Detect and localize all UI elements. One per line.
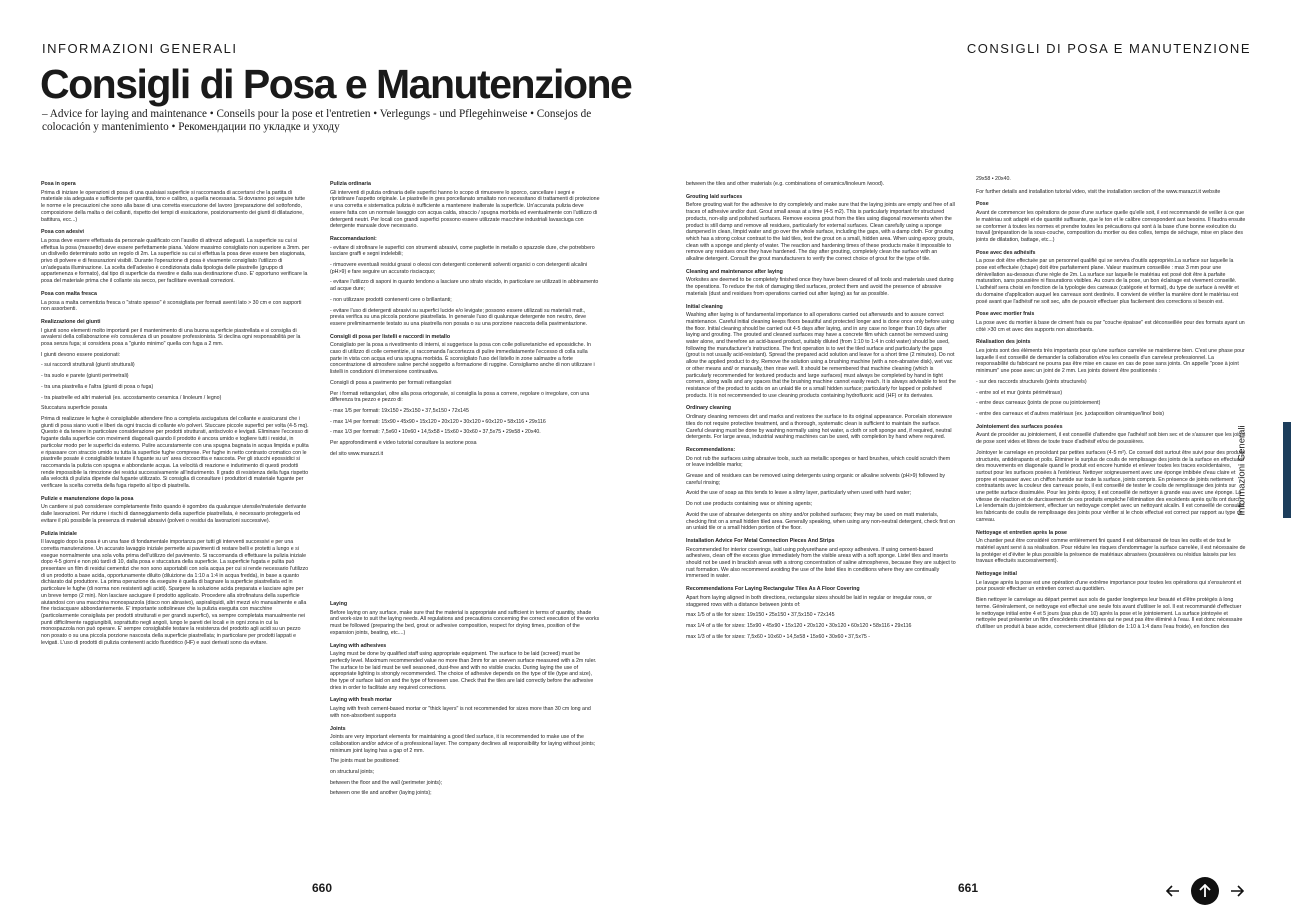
text-block	[686, 447, 956, 532]
text-block	[976, 311, 1246, 333]
text-block	[330, 181, 600, 230]
text-block	[330, 334, 600, 458]
paragraph: Le lavage après la pose est une opération d'une extrême importance pour toutes les opérations qui s'ensuivront et pour pouvoir effectuer un entretien correct au quotidien.	[976, 579, 1242, 593]
paragraph: - evitare l'utilizzo di saponi in quanto tendono a lasciare uno strato viscido, in particolare se utilizzati in abbinamento ad acque dure;	[330, 279, 599, 293]
paragraph: Laying with fresh cement-based mortar or "thick layers" is not recommended for sizes more than 30 cm long and with non-absorbent supports	[330, 706, 591, 719]
paragraph: Il lavaggio dopo la posa è un una fase di fondamentale importanza per tutti gli interventi successivi e per una corretta manutenzione. Un accurato lavaggio iniziale permette ai pavimenti di restare belli e protetti a lungo e si esegue normalmente una sola volta prima dell'utilizzo del pavimento. Si raccomanda di effettuare la pulizia iniziale dopo 4-5 giorni e non più tardi di 10, dalla posa e stuccatura della superficie. La superficie fugata e pulita può presentare un film di residui cementizi che non sono asportabili con sola acqua per cui si rende necessario l'utilizzo di un prodotto a base acida, opportunamente diluito (diluizione da 1:10 a 1:4 in acqua fredda), in base a quanto dichiarato dal produttore. La prima operazione da eseguire è quella di bagnare la superficie piastrellata ed in particolare le fughe (di norma non resistenti agli acidi). Spargere la soluzione acida preparata e lasciare agire per un breve tempo (2 min). Non lasciare asciugare il prodotto applicato. Procedere alla strofinatura della superficie aiutandosi con una macchina monospazzola (disco non abrasivo), aspiraliquidi, altri mezzi e/o manualmente e alla fine risciacquare abbondantemente. E' importante sottolineare che la pulizia eseguita con macchine (particolarmente consigliata per prodotti strutturati e per grandi superfici), va sempre completata manualmente nei punti difficilmente raggiungibili, soprattutto negli angoli, lungo le pareti dei locali e in ogni zona in cui la monospazzola non può operare. E' sempre consigliabile testare la resistenza del prodotto agli acidi su un pezzo non posato o su una piccola porzione nascosta della superficie piastrellata; in particolare per prodotti lappati e levigati. L'uso di prodotti di pulizia contenenti acido fluoridrico (HF) e suoi derivati sono da evitare.	[41, 539, 309, 646]
text-block	[686, 405, 956, 441]
text-block	[330, 236, 600, 328]
paragraph: Do not use products containing wax or shining agents;	[686, 501, 813, 508]
text-block	[330, 643, 600, 692]
text-block	[976, 571, 1246, 631]
text-block	[976, 189, 1246, 196]
text-block	[976, 201, 1246, 243]
section-heading: Realizzazione dei giunti	[41, 318, 101, 325]
paragraph: - evitare l'uso di detergenti abrasivi su superfici lucide e/o levigate; possono essere utilizzati su materiali matt., previa verifica su una piccola porzione piastrellata. In generale l'uso di qualunque detergente non neutro, deve essere preliminarmente testato su una piastrella non posata o su una porzione nascosta della pavimentazione.	[330, 307, 588, 327]
section-heading: Posa in opera	[41, 181, 76, 187]
paragraph: between the tiles and other materials (e.g. combinations of ceramics/linoleum /wood).	[686, 181, 885, 187]
paragraph: Prima di iniziare le operazioni di posa di una qualsiasi superficie si raccomanda di accertarsi che la partita di materiale sia adeguata e sufficiente per quantità, tono e calibro, a quella necessaria. Si dovranno poi seguire tutte le norme e le precauzioni che sono alla base di una corretta esecuzione del lavoro (preparazione del sottofondo, composizione della malta o dei collanti, rispetto dei tempi di essicazione, posizionamento dei giunti di dilatazione, battitura, ecc...)	[41, 189, 306, 223]
paragraph: Ordinary cleaning removes dirt and marks and restores the surface to its original appearance. Porcelain stoneware tiles do not require protective treatment, and a thorough, systematic clean is sufficient to maintain the surface. Careful cleaning must be done by washing normally using hot water, a cloth or soft sponge and, if required, neutral detergents. For large areas, industrial washing machines can be used, with completion by hand where required.	[686, 414, 953, 441]
paragraph: 29x58 • 20x40.	[976, 176, 1011, 182]
paragraph: Per i formati rettangolari, oltre alla posa ortogonale, si consiglia la posa a correre, regolare o irregolare, con una differenza tra pezzo e pezzo di:	[330, 390, 590, 404]
section-heading: Réalisation des joints	[976, 339, 1031, 346]
text-column-english-2	[686, 181, 956, 886]
paragraph: on structural joints;	[330, 769, 375, 776]
text-block	[41, 291, 310, 313]
paragraph: max 1/5 of a tile for sizes: 19x150 • 25x150 • 37,5x150 • 72x145	[686, 612, 835, 619]
paragraph: La pose doit être effectuée par un personnel qualifié qui se servira d'outils appropriés.La surface sur laquelle la pose est effectuée (chape) doit être parfaitement plane. Valeur maximum conseillée : max 3 mm pour une dénivellation au-dessous d'une règle de 2m. La surface sur laquelle le matériau est posé doit être à parfaite maturation, sans poussière ni fissurations visibles. Au cours de la pose, un bon éclairage est vivement conseillé. L'adhésif sera choisi en fonction de la typologie des carreaux (catégorie et format), du type de surface à revêtir et du domaine d'application auquel les carreaux sont destinés. Il convient de vérifier la manière dont le matériau est posé avant que l'adhésif ne soit sec, afin de pouvoir effectuer plus facilement des corrections si besoin est.	[976, 258, 1239, 305]
section-heading: Ordinary cleaning	[686, 405, 732, 412]
section-heading: Nettoyage et entretien après la pose	[976, 529, 1067, 536]
section-heading: Pulizia ordinaria	[330, 181, 371, 187]
paragraph: - entre deux carreaux (joints de pose ou jointoiement)	[976, 400, 1101, 407]
section-label-right: CONSIGLI DI POSA E MANUTENZIONE	[966, 41, 1251, 56]
text-block	[976, 250, 1246, 306]
paragraph: Avoid the use of soap as this tends to leave a slimy layer, particularly when used with hard water;	[686, 490, 912, 497]
text-column-english	[330, 601, 600, 891]
text-block	[41, 181, 310, 223]
section-heading: Laying	[330, 601, 348, 607]
paragraph: - evitare di strofinare le superfici con strumenti abrasivi, come pagliette in metallo o spazzole dure, che potrebbero lasciare graffi e segni indelebili;	[330, 244, 595, 258]
paragraph: Grease and oil residues can be removed using detergents using organic or alkaline solvents (pH>9) followed by careful rinsing;	[686, 473, 946, 486]
side-tab-marker[interactable]	[1283, 422, 1291, 518]
paragraph: - non utilizzare prodotti contenenti cere o brillantanti;	[330, 296, 452, 303]
text-block	[686, 586, 956, 640]
paragraph: - max 1/4 per formati: 15x90 • 45x90 • 15x120 • 20x120 • 30x120 • 60x120 • 58x116 • 29x116	[330, 418, 546, 425]
text-block	[976, 424, 1246, 524]
text-block	[41, 229, 310, 285]
side-tab-label[interactable]	[1232, 422, 1252, 518]
paragraph: I giunti sono elementi molto importanti per il mantenimento di una buona superficie piastrellata e si consiglia di avvalersi della collaborazione e/o consulenza di un posatore professionista. Si declina ogni responsabilità per la posa senza fuga; si considera posa a "giunto minimo" quella con fuga a 2 mm.	[41, 327, 301, 348]
paragraph: For further details and installation tutorial video, visit the installation section of the www.marazzi.it website	[976, 188, 1221, 195]
text-block	[976, 339, 1246, 417]
paragraph: - sur des raccords structurels (joints structurels)	[976, 378, 1087, 385]
text-block	[686, 304, 956, 400]
arrow-left-icon	[1166, 885, 1180, 897]
paragraph: between one tile and another (laying joints);	[330, 790, 432, 797]
arrow-up-icon	[1199, 884, 1211, 898]
section-heading: Pose	[976, 201, 989, 208]
section-heading: Cleaning and maintenance after laying	[686, 268, 783, 275]
section-heading: Pose avec mortier frais	[976, 311, 1035, 318]
paragraph: I giunti devono essere posizionati:	[41, 351, 121, 358]
section-heading: Laying with fresh mortar	[330, 697, 392, 704]
section-heading: Grouting laid surfaces	[686, 193, 743, 200]
paragraph: Before laying on any surface, make sure that the material is appropriate and sufficient in terms of quantity, shade and work-size to suit the laying needs. All regulations and precautions concerning the correct execution of the works must be followed (preparing the bed, grout or adhesive composition, respect for drying times, position of the expansion joints, beating, etc....)	[330, 609, 600, 636]
section-heading: Installation Advice For Metal Connection Pieces And Strips	[686, 537, 835, 544]
paragraph: Stuccatura superficie posata	[41, 405, 108, 412]
section-heading: Pulizia iniziale	[41, 530, 77, 537]
section-heading: Joints	[330, 725, 346, 732]
paragraph: Un cantiere si può considerare completamente finito quando è sgombro da qualunque utensile/materiale derivante dalle lavorazioni. Per ridurre i rischi di danneggiamento della superficie piastrellata, è necessario proteggerla ed evitare il più possibile la presenza di materiali abrasivi (polveri o residui da lavorazioni successive).	[41, 504, 307, 524]
text-block	[330, 726, 600, 798]
text-block	[976, 530, 1246, 566]
text-block	[686, 194, 956, 263]
page-number-right: 661	[958, 881, 979, 895]
section-heading: Nettoyage initial	[976, 571, 1017, 578]
section-label-left: INFORMAZIONI GENERALI	[42, 41, 238, 56]
paragraph: Bien nettoyer le carrelage au départ permet aux sols de garder longtemps leur beauté et d'être protégés à long terme. Généralement, ce nettoyage est effectué une seule fois avant d'utiliser le sol. Il est recommandé d'effectuer le nettoyage initial entre 4 et 5 jours (pas plus de 10) après la pose et le jointoiement. La surface jointoyée et nettoyée peut présenter un film d'excédents cimentaires qui ne peut pas être éliminé à l'eau. Il est donc nécessaire d'utiliser un produit à base acide, correctement dilué (dilution de 1:10 à 1:4 dans l'eau froide), en fonction des	[976, 597, 1243, 630]
arrow-right-icon	[1230, 885, 1244, 897]
paragraph: Laying must be done by qualified staff using appropriate equipment. The surface to be laid (screed) must be perfectly level. Maximum recommended value no more than 3mm for an uneven surface measured with a 2m ruler. The surface to be laid must be well seasoned, dust-free and with no visible cracks. During laying the use of appropriate lighting is strongly recommended. The choice of adhesive depends on the type of tile (type and size), the type of surface laid on and the type of foreseen use. Check that the tiles are laid correctly before the adhesive dries in order to facilitate any required corrections.	[330, 651, 597, 691]
paragraph: Apart from laying aligned in both directions, rectangular sizes should be laid in regular or irregular rows, or staggered rows with a distance between joints of:	[686, 594, 932, 608]
paragraph: - entre des carreaux et d'autres matériaux (ex. juxtaposition céramique/lino/ bois)	[976, 410, 1165, 417]
section-heading: Laying with adhesives	[330, 642, 387, 649]
next-page-button[interactable]	[1224, 877, 1250, 905]
paragraph: La posa a malta cementizia fresca o "strato spesso" è sconsigliata per formati aventi lato > 30 cm e con supporti non assorbenti.	[41, 299, 302, 313]
text-block	[976, 176, 1246, 183]
paragraph: between the floor and the wall (perimeter joints);	[330, 779, 443, 786]
paragraph: Washing after laying is of fundamental importance to all operations carried out afterwards and to assure correct maintenance. Careful initial cleaning keeps floors beautiful and protected longer and is done once only before using the floor. Initial cleaning should be carried out 4-5 days after laying, and in any case no longer than 10 days after laying and grouting. The grouted and cleaned surfaces may have a concrete film which cannot be removed using water alone, and therefore an acid-based product, suitably diluted (from 1:10 to 1:4 in cold water) should be used, following the manufacturer's instructions. The first operation is to wet the tiled surface and particularly the gaps (grout is not usually acid-resistant). Spread the prepared acid solution and leave for a short time (2 minutes). Do not allow the applied product to dry. Remove the solution using a brushing machine (with a non-abrasive disk), wet vac or other means and/ or manually, then rinse well. It should be remembered that machine cleaning (which is particularly recommended for textured products and large surfaces) must always be completed by hand in tight corners, along walls and any spaces that the brushing machine cannot easily reach. It is always advisable to test the resistance of the product to acids on an unlaid tile or a small hidden surface; particularly for lapped or polished products. It is not recommended to use cleaning products containing hydrofluoric acid (HF) or its derivates.	[686, 312, 956, 399]
paragraph: Per approfondimenti e video tutorial consultare la sezione posa	[330, 440, 477, 447]
text-column-italian	[41, 181, 310, 886]
paragraph: - tra suolo e parete (giunti perimetrali)	[41, 373, 129, 380]
text-block	[41, 319, 310, 490]
text-block	[686, 181, 956, 188]
paragraph: Prima di realizzare le fughe è consigliabile attendere fino a completa asciugatura del collante e assicurarsi che i giunti di posa siano vuoti e liberi da ogni traccia di collante e/o polveri. Stuccare piccole superfici per volta (4-5 mq). Questo è da tenere in particolare considerazione per prodotti strutturati, antiscivolo e levigati. Eliminare l'eccesso di fugante dalla superficie con movimenti diagonali quando il prodotto è ancora umido e togliere tutti i residui, in particolar modo per le superfici da esterno. Pulire accuratamente con una spugna bagnata in acqua limpida e pulita e ripassare con straccio umido su tutta la superficie fughe comprese. Per fughe in netto contrasto cromatico con le piastrelle posate è consigliabile testare il fugante su un' area circoscritta e nascosta. Per gli stucchi epossidici si raccomanda la pulizia con spugna e abbondante acqua. La velocità di reazione e indurimento di questi prodotti rende impossibile la rimozione dei residui successivamente all'indurimento. Il grado di resistenza della fuga rispetto alla velocità di pulizia dipende dal fugante utilizzato. Si consiglia di consultare i produttori di materiale fugante per verificare la scelta corretta della fuga rispetto al tipo di piastrella.	[41, 415, 309, 490]
paragraph: Consigliato per la posa a rivestimento di interni, si suggerisce la posa con colle poliuretaniche ed epossidiche. In caso di utilizzo di colle cementizie, si raccomanda l'accortezza di pulire immediatamente l'eccesso di colla sulla parte in vista con acqua ed una spugna morbida. È sconsigliato l'uso del listello in zone salmastre a forte concentrazione di atmosfere saline perché soggetto a formazione di ruggine. Consigliamo anche di non utilizzare i listelli in condizioni di immersione continuativa.	[330, 342, 595, 376]
paragraph: - max 1/5 per formati: 19x150 • 25x150 • 37,5x150 • 72x145	[330, 407, 469, 414]
section-heading: Raccomandazioni:	[330, 235, 377, 242]
paragraph: Joints are very important elements for maintaining a good tiled surface, it is recommended to make use of the collaboration and/or advice of a professional layer. The company declines all responsibility for laying without joints; minimum joint laying has a gap of 2 mm.	[330, 734, 596, 754]
previous-page-button[interactable]	[1160, 877, 1186, 905]
section-heading: Consigli di posa per listelli e raccordi in metallo	[330, 333, 451, 340]
paragraph: Un chantier peut être considéré comme entièrement fini quand il est débarrassé de tous les outils et de tout le matériel ayant servi à sa réalisation. Pour réduire les risques d'endommager la surface carrelée, il est nécessaire de la protéger et d'éviter le plus possible la présence de matériaux abrasives (poussières ou résidus laissés par les travaux effectués successivement).	[976, 538, 1246, 565]
paragraph: del sito www.marazzi.it	[330, 450, 384, 457]
paragraph: - entre sol et mur (joints périmétraux)	[976, 389, 1063, 396]
section-heading: Posa con malta fresca	[41, 290, 97, 297]
paragraph: max 1/3 of a tile for sizes: 7,5x60 • 10x60 • 14,5x58 • 15x60 • 30x60 • 37,5x75 -	[686, 633, 871, 640]
paragraph: Worksites are deemed to be completely finished once they have been cleared of all tools and materials used during the operations. To reduce the risk of damaging tiled surfaces, protect them and avoid the presence of abrasive materials (dust and residues from operations carried out after laying) as far as possible.	[686, 277, 954, 297]
section-heading: Posa con adesivi	[41, 229, 84, 236]
paragraph: - sui raccordi strutturali (giunti strutturali)	[41, 362, 135, 369]
text-column-french	[976, 176, 1246, 886]
paragraph: Avoid the use of abrasive detergents on shiny and/or polished surfaces; they may be used on matt materials, checking first on a small hidden tiled area. Generally speaking, when using any non-neutral detergent, check first on an unlaid tile or a small hidden portion of the floor.	[686, 511, 956, 532]
text-block	[686, 538, 956, 580]
paragraph: La pose avec du mortier à base de ciment frais ou par "couche épaisse" est déconseillée pour des formats ayant un côté >30 cm et avec des supports non absorbants.	[976, 319, 1245, 333]
paragraph: - rimuovere eventuali residui grassi o oleosi con detergenti contenenti solventi organici o con detergenti alcalini (pH>9) e fare seguire un accurato risciacquo;	[330, 262, 588, 275]
section-heading: Pulizie e manutenzione dopo la posa	[41, 495, 134, 502]
text-block	[686, 269, 956, 298]
paragraph: The joints must be positioned:	[330, 758, 400, 765]
paragraph: Recommended for interior coverings, laid using polyurethane and epoxy adhesives. If using cement-based adhesives, clean off the excess glue immediately from the visible areas with a soft sponge. Listel tiles and inserts should not be used in brackish areas with a strong concentration of saline atmospheres, because they are subject to rust formation. We also recommend avoiding the use of the listel tiles in conditions where they are continually immersed in water.	[686, 546, 956, 580]
paragraph: Avant de commencer les opérations de pose d'une surface quelle qu'elle soit, il est recommandé de veiller à ce que le matériau soit adapté et de quantité suffisante, que le ton et le calibre correspondent aux besoins. Il faudra ensuite se conformer à toutes les normes et prendre toutes les précautions qui sont à la base d'une bonne exécution du travail (préparation de la sous-couche, composition du mortier ou des colles, temps de séchage, mise en place des joints de dilatation, battage, etc...)	[976, 210, 1246, 243]
paragraph: Do not rub the surfaces using abrasive tools, such as metallic sponges or hard brushes, which could scratch them or leave indelible marks;	[686, 455, 951, 469]
paragraph: Les joints sont des éléments très importants pour qu'une surface carrelée se maintienne bien. C'est une phase pour laquelle il est conseillé de demander la collaboration et/ou les conseils d'un carreleur professionnel. La responsabilité du fabricant ne pourra pas être mise en cause en cas de pose sans joints. On appelle "pose à joint minimum" une pose avec un joint de 2 mm. Les joints doivent être positionnés :	[976, 348, 1245, 375]
section-heading: Initial cleaning	[686, 303, 723, 310]
section-heading: Jointoiement des surfaces posées	[976, 423, 1063, 430]
paragraph: max 1/4 of a tile for sizes: 15x90 • 45x90 • 15x120 • 20x120 • 30x120 • 60x120 • 58x116 • 29x116	[686, 622, 912, 629]
section-heading: Pose avec des adhésifs	[976, 249, 1036, 256]
section-heading: Recommendations:	[686, 446, 736, 453]
back-to-top-button[interactable]	[1191, 877, 1219, 905]
page-title: Consigli di Posa e Manutenzione	[40, 61, 632, 107]
side-tab-text: Informazioni Generali	[1236, 424, 1248, 516]
text-block	[330, 697, 600, 719]
paragraph: La posa deve essere effettuata da personale qualificato con l'ausilio di attrezzi adeguati. La superficie su cui si effettua la posa (massetto) deve essere perfettamente piana. Valore massimo consigliato non superiore a 3mm. per un dislivello determinato sotto un regolo di 2m. La superficie su cui si effettua la posa deve essere ben stagionata, privo di polvere e di fessurazioni visibili. Durante l'operazione di posa è vivamente consigliato l'utilizzo di un'adeguata illuminazione. La scelta dell'adesivo è condizionata dalla tipologia delle piastrelle (gruppo di appartenenza e formato), dal tipo di superficie da rivestire e dalla sua destinazione d'uso. E' opportuno verificare la posa del materiale prima che il collante sia secco, per facilitare eventuali correzioni.	[41, 237, 310, 285]
paragraph: - tra piastrelle ed altri materiali (es. accostamento ceramica / linoleum / legno)	[41, 394, 222, 401]
paragraph: Avant de procéder au jointoiement, il est conseillé d'attendre que l'adhésif soit bien sec et de s'assurer que les joints de pose sont vides et libres de toute trace d'adhésif et/ou de poussières.	[976, 432, 1246, 446]
page-number-left: 660	[312, 881, 333, 895]
paragraph: - max 1/3 per formati: 7,5x60 • 10x60 • 14,5x58 • 15x60 • 30x60 • 37,5x75 • 29x58 • 20x40.	[330, 429, 541, 436]
paragraph: Jointoyer le carrelage en procédant par petites surfaces (4-5 m²). Ce conseil doit surtout être suivi pour des produits structurés, antidérapants et polis. Éliminer le surplus de coulis de remplissage des joints de la surface en effectuant des mouvements en diagonale quand le produit est encore humide et enlever toutes les traces excédentaires, surtout pour les surfaces posées à l'extérieur. Nettoyer soigneusement avec une éponge imbibée d'eau claire et propre et repasser avec un chiffon humide sur toute la surface, joints compris. En présence de joints nettement contrastants avec la couleur des carreaux posés, il est conseillé de tester le coulis de remplissage des joints sur une petite surface dissimulée. Pour les joints époxy, il est conseillé de nettoyer à grande eau avec une éponge. La vitesse de réaction et de durcissement de ces produits empêche l'élimination des excédents après qu'ils ont durci. Le lendemain du jointoiement, effectuer un nettoyage complet avec un nettoyant alcalin. Il est conseillé de consulter les fabricants de coulis de remplissage des joints pour vérifier si le choix effectué est correct par rapport au type de carreau.	[976, 449, 1246, 523]
paragraph: Consigli di posa a pavimento per formati rettangolari	[330, 379, 452, 386]
page-subtitle: – Advice for laying and maintenance • Conseils pour la pose et l'entretien • Verlegungs - und Pflegehinweise • Consejos de colocación y mantenimiento • Рекомендации по укладке и уходу	[42, 108, 592, 133]
text-block	[41, 496, 310, 525]
paragraph: Before grouting wait for the adhesive to dry completely and make sure that the laying joints are empty and free of all traces of adhesive and/or dust. Grout small areas at a time (4-5 m2). This is particularly important for structured products, non-slip and polished surfaces. Remove excess grout from the tiles using diagonal movements when the product is still damp and remove all residues, particularly for external surfaces. Clean carefully using a sponge dampened in clean, limpid water and go over the whole surface, including the gaps, with a damp cloth. For grouting which has a strong colour contrast to the laid tiles, test the grout on a small, hidden area. When using epoxy grouts, clean with a sponge and plenty of water. The reaction and hardening times of these products make it impossible to remove any residues once they have hardened. The day after grouting, completely clean the surface with an alkaline detergent. Consult the grout manufacturers to verify the correct choice of grout for the type of tile.	[686, 202, 955, 263]
section-heading: Recommendations For Laying Rectangular Tiles As A Floor Covering	[686, 586, 860, 593]
text-block	[41, 531, 310, 647]
paragraph: - tra una piastrella e l'altra (giunti di posa o fuga)	[41, 383, 154, 390]
text-block	[330, 601, 600, 637]
paragraph: Gli interventi di pulizia ordinaria delle superfici hanno lo scopo di rimuovere lo sporco, cancellare i segni e ripristinare l'aspetto originale. Le piastrelle in gres porcellanato smaltato non necessitano di trattamenti di protezione e una corretta e sistematica pulizia è sufficiente a mantenere inalterate la superficie. Un'accurata pulizia deve essere fatta con un normale lavaggio con acqua calda, straccio / spugna morbida ed eventualmente con l'utilizzo di detergenti neutri. Per locali con grandi superfici possono essere utilizzate macchine industriali lavasciuga con detergente manuale dove necessario.	[330, 189, 600, 230]
